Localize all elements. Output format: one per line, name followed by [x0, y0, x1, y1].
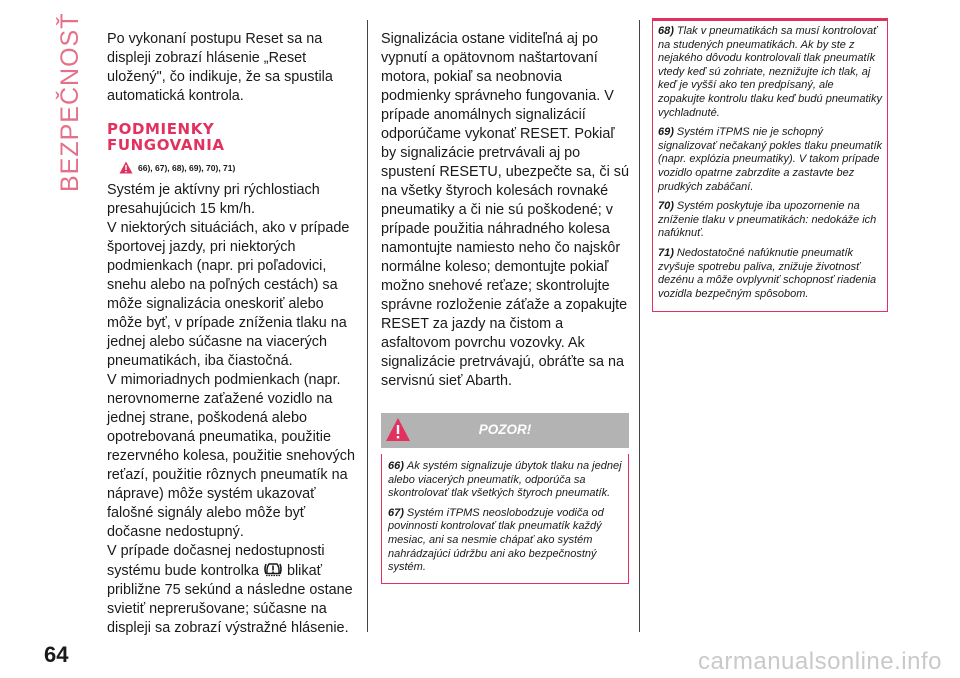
- intro-paragraph: Po vykonaní postupu Reset sa na displeji zobrazí hlásenie „Reset uložený", čo indikuje, že sa spustila automatická kontrola.: [107, 31, 333, 104]
- warning-title: POZOR!: [478, 422, 532, 437]
- paragraph-speed: Systém je aktívny pri rýchlostiach presahujúcich 15 km/h.: [107, 182, 320, 217]
- note-number: 66): [388, 460, 404, 472]
- heading-line-1: PODMIENKY: [107, 120, 215, 138]
- column-1: [107, 30, 359, 638]
- tpms-warning-lamp-icon: [263, 561, 283, 577]
- warning-box: [381, 413, 629, 584]
- note-number: 67): [388, 506, 404, 519]
- reference-list: 66), 67), 68), 69), 70), 71): [138, 162, 236, 173]
- warning-notes: [381, 454, 629, 584]
- watermark: carmanualsonline.info: [698, 648, 942, 675]
- note-text: Tlak v pneumatikách sa musí kontrolovať na studených pneumatikách. Ak by ste z nejakého dôvodu kontrolovali tlak pneumatík vtedy keď sú zohriate, neznižujte ich tlak, aj keď je vyšší ako ten predpísaný, ale zopakujte kontrolu tlaku keď budú pneumatiky vychladnuté.: [658, 25, 882, 119]
- note-71: [658, 247, 883, 301]
- paragraph-signalization: Signalizácia ostane viditeľná aj po vypnutí a opätovnom naštartovaní motora, pokiaľ sa neobnovia podmienky správneho fungovania. V prípade anomálnych signalizácií odporúčame vykonať RESET. Pokiaľ by signalizácie pretrvávali aj po spustení RESETU, ubezpečte sa, či sú na všetky štyroch kolesách rovnaké pneumatiky a či nie sú poškodené; v prípade použitia náhradného kolesa namontujte namiesto neho čo najskôr normálne koleso; demontujte pokiaľ možno snehové reťaze; skontrolujte správne rozloženie záťaže a zopakujte RESET za jazdy na čistom a asfaltovom povrchu vozovky. Ak signalizácie pretrvávajú, obráťte sa na servisnú sieť Abarth.: [381, 31, 629, 389]
- paragraph-unavailable: [107, 542, 359, 638]
- column-3: [652, 25, 888, 312]
- note-number: 71): [658, 246, 674, 259]
- section-side-label-text: BEZPEČNOSŤ: [56, 12, 84, 192]
- note-70: [658, 200, 883, 241]
- note-text: Nedostatočné nafúknutie pneumatík zvyšuje spotrebu paliva, znižuje životnosť dezénu a môže ovplyvniť schopnosť riadenia vozidla bezpečným spôsobom.: [658, 246, 877, 300]
- note-number: 70): [658, 200, 674, 213]
- note-number: 68): [658, 25, 674, 37]
- heading-line-2: FUNGOVANIA: [107, 136, 225, 154]
- note-text: Ak systém signalizuje úbytok tlaku na jednej alebo viacerých pneumatík, odporúča sa skontrolovať tlak všetkých štyroch pneumatík.: [388, 460, 622, 500]
- paragraph-extreme-conditions: V mimoriadnych podmienkach (napr. nerovnomerne zaťažené vozidlo na jednej strane, poškodená alebo opotrebovaná pneumatika, použitie rezervného kolesa, použitie snehových reťazí, použitie rôznych pneumatík na náprave) môže systém ukazovať falošné signály alebo môže byť dočasne nedostupný.: [107, 372, 355, 540]
- warning-references: [119, 161, 359, 174]
- note-68: [658, 25, 883, 120]
- paragraph-unavailable-part-2: blikať približne 75 sekúnd a následne ostane svietiť neprerušovane; súčasne na displeji sa zobrazí výstražné hlásenie.: [107, 563, 353, 636]
- continued-notes-box: [652, 18, 888, 312]
- column-divider-2: [639, 20, 640, 632]
- note-66: [388, 460, 622, 501]
- note-text: Systém iTPMS nie je schopný signalizovať nečakaný pokles tlaku pneumatík (napr. explózia pneumatiky). V takom prípade vozidlo opatrne zabrzdite a zastavte bez prudkých zabáčaní.: [658, 126, 883, 193]
- note-text: Systém iTPMS neoslobodzuje vodiča od povinnosti kontrolovať tlak pneumatík každý mesiac, ani sa nesmie chápať ako systém nahrádzajúci údržbu ani ako bezpečnostný systém.: [388, 506, 604, 574]
- paragraph-situations: V niektorých situáciách, ako v prípade športovej jazdy, pri niektorých podmienkach (napr. pri poľadovici, snehu alebo na poľných cestách) sa môže signalizácia oneskoriť alebo môže byť, v prípade zníženia tlaku na jednej alebo súčasne na viacerých pneumatikách, iba čiastočná.: [107, 220, 350, 369]
- warning-header: [381, 413, 629, 448]
- note-67: [388, 507, 622, 575]
- warning-triangle-icon: [119, 161, 133, 174]
- note-69: [658, 126, 883, 194]
- column-2: [381, 30, 629, 584]
- note-text: Systém poskytuje iba upozornenie na zníženie tlaku v pneumatikách: nedokáže ich nafúknuť.: [658, 200, 877, 240]
- section-heading: [107, 121, 359, 153]
- column-divider-1: [367, 20, 368, 632]
- page-number: 64: [44, 642, 69, 667]
- paragraph-unavailable-part-1: V prípade dočasnej nedostupnosti systému bude kontrolka: [107, 543, 325, 579]
- note-number: 69): [658, 126, 674, 139]
- section-side-label: [54, 12, 84, 192]
